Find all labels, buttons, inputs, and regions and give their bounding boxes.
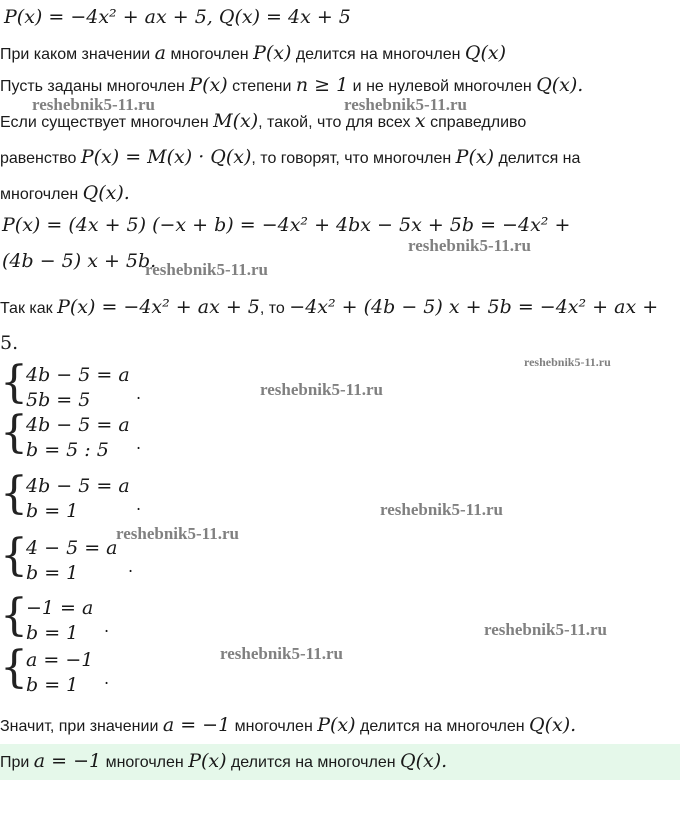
theory-text: степени [227, 78, 296, 95]
brace-icon: { [0, 468, 28, 519]
conclusion-line [0, 714, 576, 736]
watermark: reshebnik5-11.ru [32, 95, 155, 114]
question-text-after: делится на многочлен [291, 46, 465, 63]
theory-equality: P(x) = M(x) · Q(x) [80, 146, 252, 168]
system-3 [0, 468, 200, 523]
system-1 [0, 357, 200, 412]
theory-line-4 [0, 182, 130, 204]
system-5 [0, 590, 200, 645]
brace-icon: { [0, 407, 28, 458]
theory-text: Пусть заданы многочлен [0, 78, 190, 95]
conclusion-text: многочлен [230, 718, 318, 735]
theory-text: делится на [494, 150, 581, 167]
theory-mx: M(x) [213, 110, 259, 132]
question-px: P(x) [253, 42, 292, 64]
theory-text: справедливо [425, 114, 527, 131]
watermark: reshebnik5-11.ru [344, 95, 467, 114]
comparison-text: Так как [0, 300, 58, 317]
conclusion-text: делится на многочлен [355, 718, 530, 735]
theory-qx: Q(x). [82, 182, 130, 204]
theory-text: и не нулевой многочлен [348, 78, 537, 95]
watermark: reshebnik5-11.ru [116, 524, 239, 543]
theory-text: Если существует многочлен [0, 114, 214, 131]
system-2-dot: . [136, 434, 142, 453]
system-1-dot: . [136, 384, 142, 403]
question-text-mid: многочлен [166, 46, 254, 63]
answer-text: многочлен [101, 754, 189, 771]
conclusion-qx: Q(x). [529, 714, 577, 736]
watermark: reshebnik5-11.ru [484, 620, 607, 639]
question-var-a: a [154, 42, 166, 64]
condition-formula: P(x) = −4x² + ax + 5, Q(x) = 4x + 5 [4, 6, 351, 28]
expansion-line-1: P(x) = (4x + 5) (−x + b) = −4x² + 4bx − 5x + 5b = −4x² + [2, 214, 571, 236]
comparison-line-2: 5. [0, 332, 19, 354]
question-text-before: При каком значении [0, 46, 155, 63]
system-4-eq-2: b = 1 [26, 562, 79, 584]
watermark: reshebnik5-11.ru [260, 380, 383, 399]
answer-px: P(x) [188, 750, 227, 772]
watermark: reshebnik5-11.ru [380, 500, 503, 519]
system-3-eq-1: 4b − 5 = a [26, 475, 130, 497]
conclusion-text: Значит, при значении [0, 718, 163, 735]
system-2-eq-1: 4b − 5 = a [26, 414, 130, 436]
theory-px: P(x) [455, 146, 494, 168]
theory-qx: Q(x). [536, 74, 584, 96]
watermark: reshebnik5-11.ru [145, 260, 268, 279]
system-6 [0, 642, 200, 697]
comparison-eq1: P(x) = −4x² + ax + 5 [57, 296, 260, 318]
comparison-eq2: −4x² + (4b − 5) x + 5b = −4x² + ax + [289, 296, 659, 318]
theory-px: P(x) [189, 74, 228, 96]
system-6-eq-1: a = −1 [26, 649, 94, 671]
brace-icon: { [0, 590, 28, 641]
expansion-line-2: (4b − 5) x + 5b. [2, 250, 157, 272]
system-5-eq-1: −1 = a [26, 597, 94, 619]
watermark: reshebnik5-11.ru [220, 644, 343, 663]
brace-icon: { [0, 357, 28, 408]
system-2-eq-2: b = 5 : 5 [26, 439, 109, 461]
system-2 [0, 407, 200, 462]
question-line [0, 42, 506, 64]
brace-icon: { [0, 642, 28, 693]
answer-text: делится на многочлен [226, 754, 400, 771]
theory-degree: n ≥ 1 [295, 74, 349, 96]
conclusion-eq: a = −1 [162, 714, 231, 736]
answer-line [0, 750, 447, 772]
theory-line-1 [0, 74, 583, 96]
theory-text: , то говорят, что многочлен [251, 150, 456, 167]
comparison-text: , то [259, 300, 290, 317]
system-4-dot: . [128, 557, 134, 576]
system-5-eq-2: b = 1 [26, 622, 79, 644]
theory-line-3 [0, 146, 580, 168]
theory-text: равенство [0, 150, 81, 167]
system-3-dot: . [136, 495, 142, 514]
system-1-eq-1: 4b − 5 = a [26, 364, 130, 386]
answer-text: При [0, 754, 34, 771]
answer-qx: Q(x). [400, 750, 448, 772]
answer-eq: a = −1 [33, 750, 102, 772]
theory-text: многочлен [0, 186, 83, 203]
comparison-line-1 [0, 296, 658, 318]
theory-text: , такой, что для всех [258, 114, 415, 131]
system-4-eq-1: 4 − 5 = a [26, 537, 118, 559]
watermark: reshebnik5-11.ru [408, 236, 531, 255]
theory-x: x [414, 110, 426, 132]
system-6-eq-2: b = 1 [26, 674, 79, 696]
brace-icon: { [0, 530, 28, 581]
question-qx: Q(x) [464, 42, 506, 64]
watermark: reshebnik5-11.ru [524, 355, 611, 369]
system-6-dot: . [104, 669, 110, 688]
system-5-dot: . [104, 617, 110, 636]
system-3-eq-2: b = 1 [26, 500, 79, 522]
conclusion-px: P(x) [317, 714, 356, 736]
system-1-eq-2: 5b = 5 [26, 389, 91, 411]
